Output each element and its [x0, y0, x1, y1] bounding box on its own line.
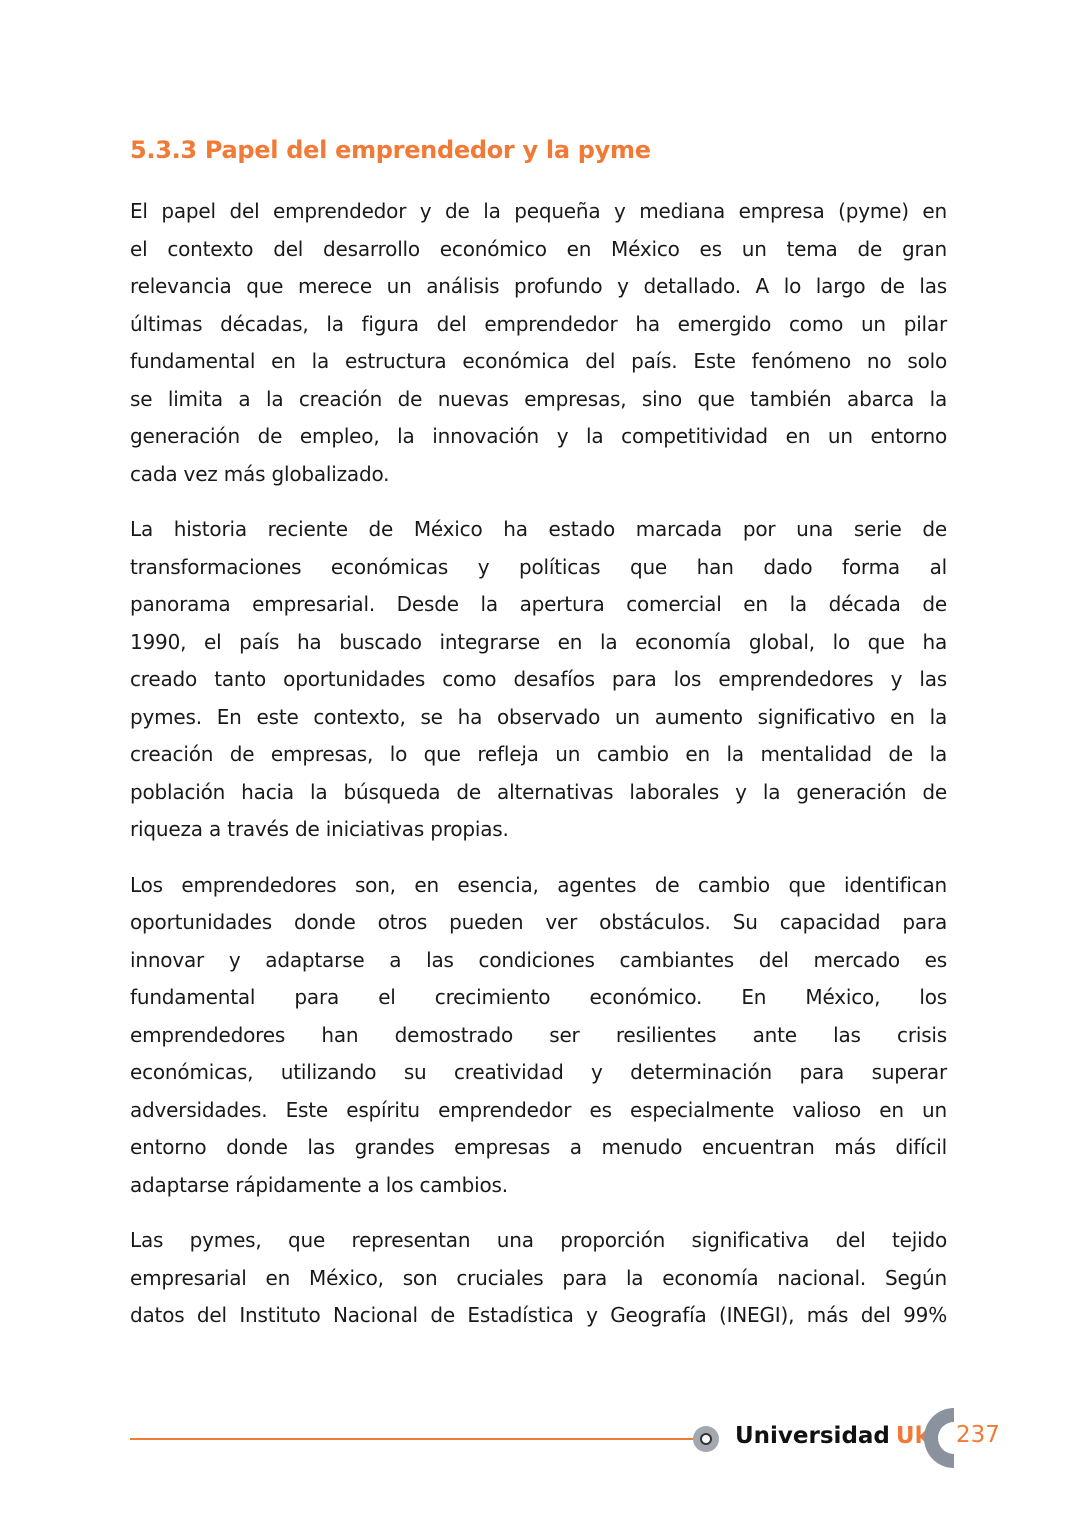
- text-line: empresarial en México, son cruciales para la economía nacional. Según: [130, 1265, 947, 1290]
- text-line: creación de empresas, lo que refleja un cambio en la mentalidad de la: [130, 742, 947, 766]
- paragraph: [130, 867, 947, 1205]
- text-line: últimas décadas, la figura del emprendedor ha emergido como un pilar: [130, 311, 947, 336]
- text-line: adversidades. Este espíritu emprendedor es especialmente valioso en un: [130, 1097, 947, 1122]
- text-line: La historia reciente de México ha estado marcada por una serie de: [130, 517, 947, 541]
- text-line: económicas, utilizando su creatividad y determinación para superar: [130, 1060, 947, 1084]
- text-line: fundamental para el crecimiento económico. En México, los: [130, 985, 947, 1009]
- text-line: se limita a la creación de nuevas empresas, sino que también abarca la: [130, 386, 947, 411]
- text-line: Los emprendedores son, en esencia, agentes de cambio que identifican: [130, 872, 947, 897]
- text-line: relevancia que merece un análisis profundo y detallado. A lo largo de las: [130, 274, 947, 298]
- text-line: innovar y adaptarse a las condiciones cambiantes del mercado es: [130, 947, 947, 972]
- text-line: pymes. En este contexto, se ha observado un aumento significativo en la: [130, 704, 947, 729]
- text-line: riqueza a través de iniciativas propias.: [130, 817, 509, 841]
- text-line: creado tanto oportunidades como desafíos para los emprendedores y las: [130, 667, 947, 691]
- text-line: población hacia la búsqueda de alternativas laborales y la generación de: [130, 779, 947, 804]
- brand-name: Universidad: [735, 1423, 890, 1449]
- text-line: transformaciones económicas y políticas que han dado forma al: [130, 554, 947, 579]
- text-line: Las pymes, que representan una proporción significativa del tejido: [130, 1228, 947, 1252]
- paragraph: [130, 511, 947, 849]
- text-line: adaptarse rápidamente a los cambios.: [130, 1172, 508, 1197]
- text-line: el contexto del desarrollo económico en México es un tema de gran: [130, 236, 947, 261]
- footer-divider: [130, 1438, 695, 1440]
- text-line: El papel del emprendedor y de la pequeña y mediana empresa (pyme) en: [130, 199, 947, 223]
- text-line: 1990, el país ha buscado integrarse en la economía global, lo que ha: [130, 629, 947, 654]
- page-number: 237: [956, 1422, 1000, 1448]
- footer-circle-icon: [693, 1426, 719, 1452]
- text-line: generación de empleo, la innovación y la competitividad en un entorno: [130, 424, 947, 448]
- text-line: cada vez más globalizado.: [130, 461, 390, 486]
- section-heading: 5.3.3 Papel del emprendedor y la pyme: [130, 136, 651, 164]
- text-line: emprendedores han demostrado ser resilientes ante las crisis: [130, 1022, 947, 1047]
- paragraph: [130, 1222, 947, 1335]
- footer-brand: [735, 1423, 930, 1449]
- text-line: panorama empresarial. Desde la apertura comercial en la década de: [130, 592, 947, 616]
- text-line: datos del Instituto Nacional de Estadística y Geografía (INEGI), más del 99%: [130, 1303, 947, 1327]
- paragraph: [130, 193, 947, 493]
- text-line: oportunidades donde otros pueden ver obstáculos. Su capacidad para: [130, 910, 947, 934]
- body-text: [130, 193, 947, 1353]
- brand-accent: Uk: [895, 1423, 930, 1449]
- text-line: entorno donde las grandes empresas a menudo encuentran más difícil: [130, 1135, 947, 1159]
- text-line: fundamental en la estructura económica del país. Este fenómeno no solo: [130, 349, 947, 373]
